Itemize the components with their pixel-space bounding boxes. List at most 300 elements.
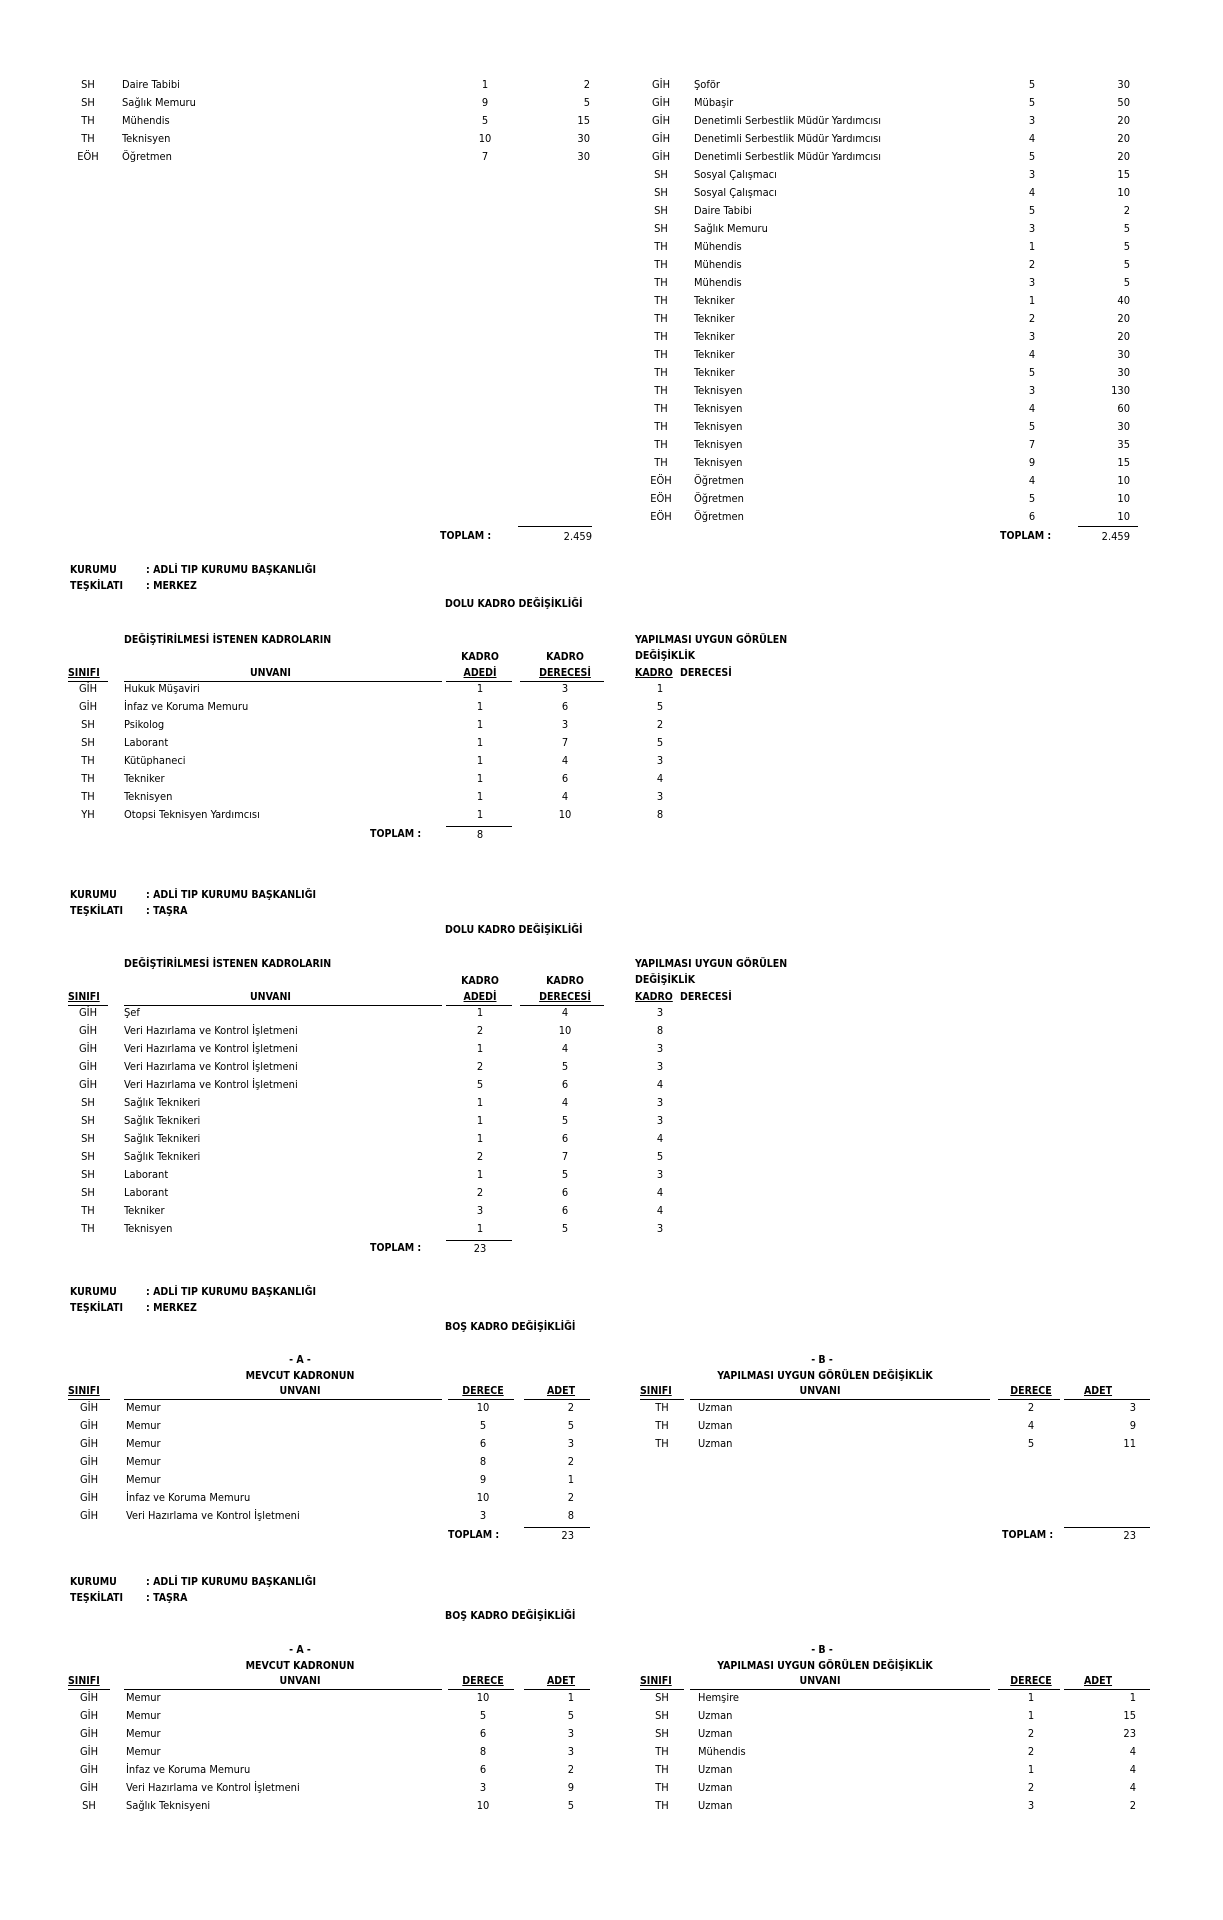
unvan-cell: Memur [126, 1437, 161, 1450]
column-header-kadro: KADRO [635, 991, 673, 1003]
adet-cell: 30 [1117, 78, 1130, 91]
uygun-derece-cell: 1 [656, 682, 664, 695]
sinif-cell: TH [654, 366, 668, 379]
sinif-cell: TH [655, 1437, 669, 1450]
header-rule [448, 1399, 514, 1400]
total-rule [1078, 526, 1138, 527]
uygun-derece-cell: 3 [656, 1006, 664, 1019]
unvan-cell: İnfaz ve Koruma Memuru [124, 700, 249, 713]
unvan-cell: Uzman [698, 1763, 733, 1776]
sinif-cell: TH [654, 384, 668, 397]
header-rule [448, 1689, 514, 1690]
unvan-cell: Veri Hazırlama ve Kontrol İşletmeni [124, 1024, 298, 1037]
sinif-cell: SH [654, 204, 668, 217]
unvan-cell: Sosyal Çalışmacı [694, 168, 777, 181]
adet-cell: 1 [476, 700, 484, 713]
unvan-cell: Teknisyen [694, 456, 743, 469]
derece-cell: 1 [481, 78, 489, 91]
column-header-unvani: UNVANI [799, 1385, 841, 1397]
derece-cell: 6 [479, 1763, 487, 1776]
sinif-cell: GİH [79, 1491, 99, 1504]
adet-cell: 9 [1129, 1419, 1136, 1432]
total-value: 23 [473, 1242, 487, 1255]
unvan-cell: Tekniker [694, 348, 735, 361]
adet-cell: 2 [476, 1150, 484, 1163]
sinif-cell: TH [655, 1401, 669, 1414]
derece-cell: 10 [478, 132, 492, 145]
adet-cell: 2 [567, 1401, 574, 1414]
unvan-cell: Teknisyen [694, 402, 743, 415]
total-rule [524, 1527, 590, 1528]
adet-cell: 3 [1129, 1401, 1136, 1414]
total-value: 23 [561, 1529, 574, 1542]
adet-cell: 4 [1129, 1745, 1136, 1758]
uygun-derece-cell: 5 [656, 700, 664, 713]
column-header-adedi: ADEDİ [463, 991, 497, 1003]
unvan-cell: Mühendis [122, 114, 170, 127]
sinif-cell: GİH [79, 1509, 99, 1522]
column-header-kadro: KADRO [635, 667, 673, 679]
sinif-cell: TH [81, 114, 95, 127]
adet-cell: 15 [1117, 168, 1130, 181]
adet-cell: 2 [476, 1060, 484, 1073]
kurumu-label: KURUMU [70, 1286, 117, 1298]
adet-cell: 1 [476, 790, 484, 803]
unvan-cell: Sağlık Memuru [694, 222, 768, 235]
column-header-adet: ADET [546, 1675, 576, 1687]
table-heading: DEĞİŞİKLİK [635, 650, 696, 662]
unvan-cell: Teknisyen [694, 438, 743, 451]
adet-cell: 1 [476, 772, 484, 785]
adet-cell: 3 [567, 1745, 574, 1758]
unvan-cell: Mühendis [698, 1745, 746, 1758]
adet-cell: 10 [1117, 474, 1130, 487]
adet-cell: 1 [476, 1168, 484, 1181]
section-a-label: - A - [289, 1644, 311, 1656]
adet-cell: 5 [567, 1799, 574, 1812]
derece-cell: 4 [1027, 1419, 1035, 1432]
sinif-cell: GİH [79, 1401, 99, 1414]
adet-cell: 2 [476, 1186, 484, 1199]
sinif-cell: TH [654, 438, 668, 451]
unvan-cell: İnfaz ve Koruma Memuru [126, 1763, 251, 1776]
unvan-cell: Veri Hazırlama ve Kontrol İşletmeni [126, 1509, 300, 1522]
derece-cell: 8 [479, 1455, 487, 1468]
section-b-label: - B - [811, 1644, 833, 1656]
adet-cell: 130 [1111, 384, 1130, 397]
unvan-cell: Veri Hazırlama ve Kontrol İşletmeni [124, 1042, 298, 1055]
unvan-cell: Tekniker [694, 330, 735, 343]
unvan-cell: Veri Hazırlama ve Kontrol İşletmeni [124, 1060, 298, 1073]
column-header-unvani: UNVANI [279, 1675, 321, 1687]
uygun-derece-cell: 3 [656, 1168, 664, 1181]
adet-cell: 5 [1123, 276, 1130, 289]
uygun-derece-cell: 5 [656, 736, 664, 749]
uygun-derece-cell: 3 [656, 1042, 664, 1055]
derece-cell: 4 [1028, 186, 1036, 199]
derece-cell: 10 [476, 1401, 490, 1414]
unvan-cell: Tekniker [694, 312, 735, 325]
unvan-cell: Uzman [698, 1781, 733, 1794]
adet-cell: 5 [1123, 222, 1130, 235]
uygun-derece-cell: 2 [656, 718, 664, 731]
adet-cell: 15 [1123, 1709, 1136, 1722]
sinif-cell: SH [654, 186, 668, 199]
adet-cell: 5 [567, 1709, 574, 1722]
uygun-derece-cell: 3 [656, 1060, 664, 1073]
derece-cell: 6 [561, 700, 569, 713]
sinif-cell: GİH [79, 1455, 99, 1468]
adet-cell: 3 [567, 1437, 574, 1450]
total-label: TOPLAM : [1002, 1529, 1054, 1541]
uygun-derece-cell: 4 [656, 1078, 664, 1091]
sinif-cell: SH [81, 78, 95, 91]
unvan-cell: Sağlık Teknisyeni [126, 1799, 211, 1812]
total-rule [446, 826, 512, 827]
adet-cell: 40 [1117, 294, 1130, 307]
uygun-derece-cell: 4 [656, 1186, 664, 1199]
adet-cell: 9 [567, 1781, 574, 1794]
total-value: 2.459 [1101, 530, 1130, 543]
unvan-cell: Uzman [698, 1799, 733, 1812]
adet-cell: 1 [567, 1691, 574, 1704]
derece-cell: 5 [1028, 78, 1036, 91]
column-header-unvani: UNVANI [799, 1675, 841, 1687]
unvan-cell: Şoför [694, 78, 720, 91]
derece-cell: 6 [561, 772, 569, 785]
derece-cell: 9 [479, 1473, 487, 1486]
unvan-cell: Sağlık Teknikeri [124, 1096, 201, 1109]
unvan-cell: Sosyal Çalışmacı [694, 186, 777, 199]
derece-cell: 7 [1028, 438, 1036, 451]
table-heading: DEĞİŞTİRİLMESİ İSTENEN KADROLARIN [124, 958, 332, 970]
derece-cell: 4 [561, 1006, 569, 1019]
adet-cell: 30 [577, 150, 590, 163]
adet-cell: 20 [1117, 132, 1130, 145]
unvan-cell: Memur [126, 1473, 161, 1486]
header-rule [68, 1399, 110, 1400]
derece-cell: 5 [479, 1419, 487, 1432]
teskilat-value: : MERKEZ [146, 580, 197, 592]
sinif-cell: SH [654, 168, 668, 181]
unvan-cell: Denetimli Serbestlik Müdür Yardımcısı [694, 132, 882, 145]
header-rule [998, 1689, 1060, 1690]
derece-cell: 9 [481, 96, 489, 109]
sinif-cell: TH [81, 772, 95, 785]
unvan-cell: Memur [126, 1709, 161, 1722]
teskilati-label: TEŞKİLATI [70, 905, 124, 917]
derece-cell: 6 [561, 1132, 569, 1145]
adet-cell: 1 [476, 718, 484, 731]
sinif-cell: TH [654, 348, 668, 361]
derece-cell: 10 [558, 808, 572, 821]
header-rule [124, 1399, 442, 1400]
sinif-cell: EÖH [650, 510, 672, 523]
sinif-cell: GİH [651, 132, 671, 145]
column-header-derecesi: DERECESİ [680, 991, 732, 1003]
column-header-unvani: UNVANI [279, 1385, 321, 1397]
adet-cell: 5 [583, 96, 590, 109]
derece-cell: 5 [561, 1114, 569, 1127]
kurum-value: : ADLİ TIP KURUMU BAŞKANLIĞI [146, 1286, 316, 1298]
derece-cell: 10 [476, 1491, 490, 1504]
header-rule [640, 1399, 684, 1400]
derece-cell: 1 [1028, 294, 1036, 307]
derece-cell: 1 [1028, 240, 1036, 253]
sinif-cell: SH [81, 736, 95, 749]
sinif-cell: SH [81, 1132, 95, 1145]
column-header-sinifi: SINIFI [68, 991, 100, 1003]
header-rule [68, 1689, 110, 1690]
sinif-cell: GİH [79, 1691, 99, 1704]
derece-cell: 9 [1028, 456, 1036, 469]
unvan-cell: Mühendis [694, 240, 742, 253]
sinif-cell: TH [654, 276, 668, 289]
sinif-cell: GİH [651, 78, 671, 91]
derece-cell: 2 [1027, 1727, 1035, 1740]
derece-cell: 3 [1028, 222, 1036, 235]
unvan-cell: Sağlık Teknikeri [124, 1114, 201, 1127]
adet-cell: 2 [476, 1024, 484, 1037]
kurum-value: : ADLİ TIP KURUMU BAŞKANLIĞI [146, 1576, 316, 1588]
unvan-cell: Teknisyen [122, 132, 171, 145]
sinif-cell: GİH [78, 1006, 98, 1019]
unvan-cell: Tekniker [694, 294, 735, 307]
column-header-sinifi: SINIFI [68, 1675, 100, 1687]
adet-cell: 60 [1117, 402, 1130, 415]
derece-cell: 6 [479, 1727, 487, 1740]
unvan-cell: Teknisyen [124, 790, 173, 803]
sinif-cell: TH [81, 1222, 95, 1235]
unvan-cell: Öğretmen [694, 510, 744, 523]
sinif-cell: SH [81, 1114, 95, 1127]
adet-cell: 1 [476, 1006, 484, 1019]
unvan-cell: Psikolog [124, 718, 165, 731]
table-heading: YAPILMASI UYGUN GÖRÜLEN [635, 634, 788, 646]
unvan-cell: Tekniker [124, 1204, 165, 1217]
derece-cell: 10 [476, 1691, 490, 1704]
column-header-adedi: ADEDİ [463, 667, 497, 679]
sinif-cell: SH [81, 718, 95, 731]
section-title: BOŞ KADRO DEĞİŞİKLİĞİ [445, 1321, 576, 1333]
table-heading: DEĞİŞİKLİK [635, 974, 696, 986]
adet-cell: 1 [476, 1042, 484, 1055]
sinif-cell: SH [81, 1186, 95, 1199]
derece-cell: 6 [561, 1204, 569, 1217]
adet-cell: 20 [1117, 312, 1130, 325]
sinif-cell: TH [81, 790, 95, 803]
teskilati-label: TEŞKİLATI [70, 1592, 124, 1604]
sinif-cell: TH [654, 312, 668, 325]
adet-cell: 10 [1117, 510, 1130, 523]
unvan-cell: Daire Tabibi [122, 78, 180, 91]
sinif-cell: GİH [651, 96, 671, 109]
derece-cell: 5 [561, 1168, 569, 1181]
teskilati-label: TEŞKİLATI [70, 580, 124, 592]
column-header: KADRO [461, 651, 499, 663]
column-header-unvani: UNVANI [250, 667, 291, 679]
sinif-cell: GİH [79, 1727, 99, 1740]
unvan-cell: Uzman [698, 1709, 733, 1722]
sinif-cell: GİH [78, 700, 98, 713]
kurumu-label: KURUMU [70, 1576, 117, 1588]
total-label: TOPLAM : [1000, 530, 1052, 542]
derece-cell: 2 [1028, 258, 1036, 271]
derece-cell: 5 [1028, 204, 1036, 217]
derece-cell: 5 [481, 114, 489, 127]
derece-cell: 6 [561, 1078, 569, 1091]
adet-cell: 20 [1117, 150, 1130, 163]
kurumu-label: KURUMU [70, 564, 117, 576]
derece-cell: 3 [479, 1509, 487, 1522]
sinif-cell: TH [654, 330, 668, 343]
unvan-cell: Mübaşir [694, 96, 734, 109]
adet-cell: 1 [476, 1114, 484, 1127]
derece-cell: 3 [1027, 1799, 1035, 1812]
column-header-sinifi: SINIFI [68, 667, 100, 679]
adet-cell: 5 [1123, 240, 1130, 253]
section-b-title: YAPILMASI UYGUN GÖRÜLEN DEĞİŞİKLİK [717, 1660, 933, 1672]
uygun-derece-cell: 3 [656, 1096, 664, 1109]
derece-cell: 3 [1028, 384, 1036, 397]
unvan-cell: Memur [126, 1419, 161, 1432]
teskilat-value: : TAŞRA [146, 1592, 188, 1604]
sinif-cell: GİH [79, 1473, 99, 1486]
derece-cell: 3 [561, 682, 569, 695]
adet-cell: 5 [567, 1419, 574, 1432]
derece-cell: 7 [481, 150, 489, 163]
column-header-derece: DERECE [462, 1675, 504, 1687]
uygun-derece-cell: 3 [656, 1222, 664, 1235]
header-rule [1064, 1399, 1150, 1400]
unvan-cell: Tekniker [124, 772, 165, 785]
unvan-cell: Memur [126, 1455, 161, 1468]
section-a-title: MEVCUT KADRONUN [245, 1660, 355, 1672]
derece-cell: 7 [561, 736, 569, 749]
sinif-cell: TH [655, 1781, 669, 1794]
derece-cell: 7 [561, 1150, 569, 1163]
adet-cell: 30 [1117, 348, 1130, 361]
adet-cell: 30 [577, 132, 590, 145]
unvan-cell: Otopsi Teknisyen Yardımcısı [124, 808, 260, 821]
derece-cell: 5 [561, 1060, 569, 1073]
uygun-derece-cell: 3 [656, 754, 664, 767]
header-rule [1064, 1689, 1150, 1690]
adet-cell: 2 [567, 1491, 574, 1504]
unvan-cell: Uzman [698, 1437, 733, 1450]
column-header-derecesi: DERECESİ [680, 667, 732, 679]
unvan-cell: Teknisyen [124, 1222, 173, 1235]
kurum-value: : ADLİ TIP KURUMU BAŞKANLIĞI [146, 564, 316, 576]
sinif-cell: GİH [79, 1437, 99, 1450]
column-header: KADRO [546, 975, 584, 987]
header-rule [124, 1005, 442, 1006]
derece-cell: 2 [1027, 1401, 1035, 1414]
derece-cell: 5 [1028, 150, 1036, 163]
sinif-cell: TH [81, 132, 95, 145]
kurum-value: : ADLİ TIP KURUMU BAŞKANLIĞI [146, 889, 316, 901]
derece-cell: 4 [561, 1042, 569, 1055]
derece-cell: 4 [1028, 474, 1036, 487]
unvan-cell: Sağlık Teknikeri [124, 1132, 201, 1145]
unvan-cell: Sağlık Teknikeri [124, 1150, 201, 1163]
adet-cell: 1 [476, 1096, 484, 1109]
sinif-cell: TH [654, 420, 668, 433]
header-rule [690, 1689, 990, 1690]
adet-cell: 10 [1117, 186, 1130, 199]
column-header-derece: DERECE [1010, 1385, 1052, 1397]
sinif-cell: GİH [78, 682, 98, 695]
derece-cell: 6 [479, 1437, 487, 1450]
sinif-cell: EÖH [650, 492, 672, 505]
uygun-derece-cell: 3 [656, 1114, 664, 1127]
sinif-cell: SH [655, 1709, 669, 1722]
unvan-cell: Uzman [698, 1401, 733, 1414]
sinif-cell: TH [655, 1799, 669, 1812]
derece-cell: 3 [1028, 114, 1036, 127]
column-header: KADRO [461, 975, 499, 987]
adet-cell: 1 [567, 1473, 574, 1486]
section-a-label: - A - [289, 1354, 311, 1366]
uygun-derece-cell: 8 [656, 808, 664, 821]
column-header-adet: ADET [1083, 1385, 1113, 1397]
header-rule [524, 1689, 590, 1690]
header-rule [124, 1689, 442, 1690]
derece-cell: 5 [1028, 366, 1036, 379]
adet-cell: 11 [1123, 1437, 1136, 1450]
sinif-cell: SH [81, 1096, 95, 1109]
adet-cell: 2 [1129, 1799, 1136, 1812]
derece-cell: 5 [561, 1222, 569, 1235]
total-label: TOPLAM : [370, 1242, 422, 1254]
sinif-cell: GİH [651, 114, 671, 127]
adet-cell: 1 [1129, 1691, 1136, 1704]
sinif-cell: SH [654, 222, 668, 235]
adet-cell: 10 [1117, 492, 1130, 505]
sinif-cell: SH [81, 1150, 95, 1163]
column-header-sinifi: SINIFI [640, 1385, 672, 1397]
total-rule [1064, 1527, 1150, 1528]
derece-cell: 4 [1028, 402, 1036, 415]
adet-cell: 4 [1129, 1763, 1136, 1776]
derece-cell: 5 [479, 1709, 487, 1722]
derece-cell: 5 [1028, 420, 1036, 433]
unvan-cell: Denetimli Serbestlik Müdür Yardımcısı [694, 150, 882, 163]
unvan-cell: Hukuk Müşaviri [124, 682, 200, 695]
sinif-cell: YH [81, 808, 95, 821]
unvan-cell: Memur [126, 1745, 161, 1758]
unvan-cell: Memur [126, 1691, 161, 1704]
unvan-cell: Öğretmen [694, 474, 744, 487]
unvan-cell: Sağlık Memuru [122, 96, 196, 109]
uygun-derece-cell: 4 [656, 1204, 664, 1217]
adet-cell: 1 [476, 1132, 484, 1145]
total-value: 8 [476, 828, 484, 841]
sinif-cell: TH [654, 456, 668, 469]
adet-cell: 2 [567, 1455, 574, 1468]
adet-cell: 1 [476, 754, 484, 767]
adet-cell: 30 [1117, 366, 1130, 379]
column-header-derecesi: DERECESİ [539, 991, 591, 1003]
sinif-cell: EÖH [650, 474, 672, 487]
derece-cell: 1 [1027, 1709, 1035, 1722]
unvan-cell: Kütüphaneci [124, 754, 186, 767]
sinif-cell: SH [82, 1799, 96, 1812]
uygun-derece-cell: 8 [656, 1024, 664, 1037]
total-label: TOPLAM : [440, 530, 492, 542]
sinif-cell: SH [655, 1691, 669, 1704]
sinif-cell: GİH [78, 1024, 98, 1037]
